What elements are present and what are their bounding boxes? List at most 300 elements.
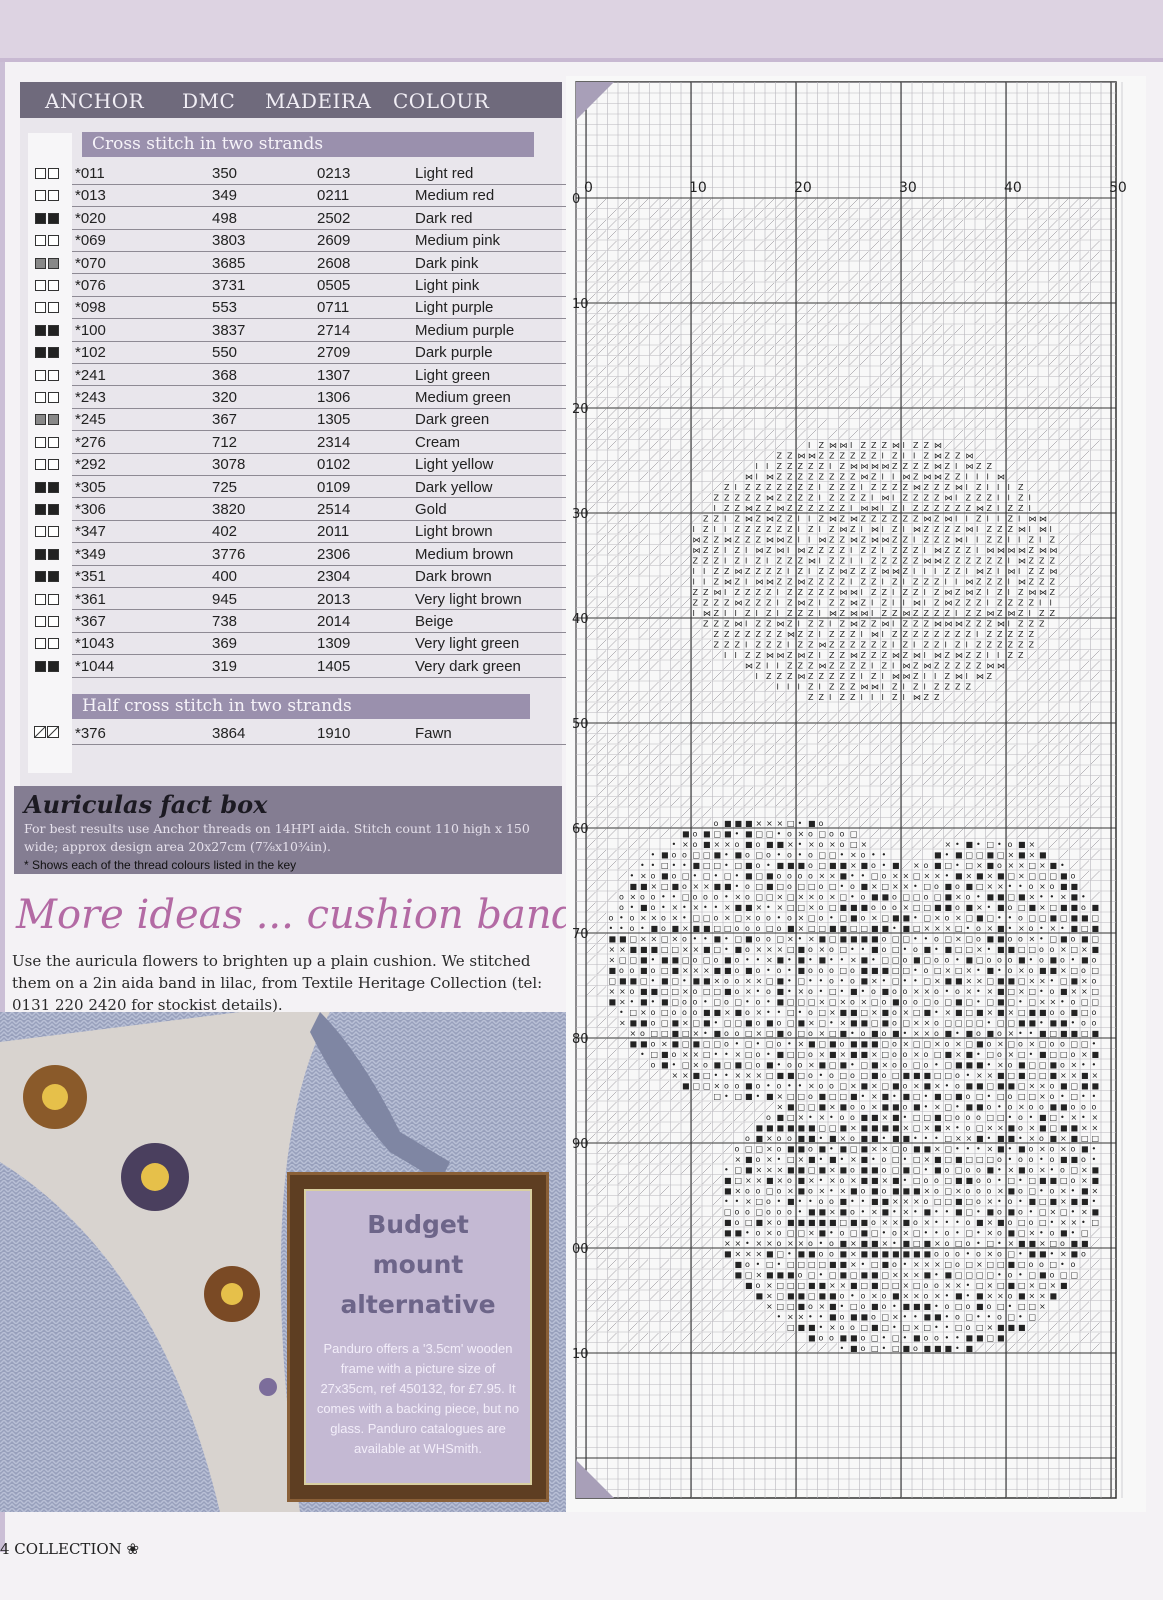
svg-text:×: ×	[819, 1113, 826, 1122]
svg-text:×: ×	[682, 840, 689, 849]
svg-text:Z: Z	[945, 567, 951, 576]
svg-text:■: ■	[892, 1250, 900, 1259]
svg-text:■: ■	[1018, 1166, 1026, 1175]
svg-text:o: o	[787, 830, 792, 839]
cell-dmc: 738	[212, 613, 237, 630]
svg-text:I: I	[724, 588, 726, 597]
svg-text:■: ■	[987, 851, 995, 860]
svg-text:Z: Z	[903, 588, 909, 597]
svg-text:Z: Z	[745, 536, 751, 545]
stitch-symbol-icon	[35, 258, 61, 270]
svg-text:Z: Z	[850, 641, 856, 650]
svg-text:□: □	[1092, 914, 1100, 923]
svg-text:⋈: ⋈	[703, 609, 711, 618]
svg-text:□: □	[787, 1092, 795, 1101]
svg-text:□: □	[630, 1008, 638, 1017]
svg-text:o: o	[934, 1029, 939, 1038]
svg-text:■: ■	[882, 966, 890, 975]
svg-text:Z: Z	[724, 620, 730, 629]
stitch-symbol-icon	[35, 168, 61, 180]
svg-text:•: •	[1039, 924, 1044, 933]
svg-text:×: ×	[777, 945, 784, 954]
svg-text:□: □	[808, 1166, 816, 1175]
section-half-cross: Half cross stitch in two strands	[72, 694, 530, 719]
svg-text:o: o	[966, 1218, 971, 1227]
svg-text:■: ■	[1081, 1145, 1089, 1154]
svg-text:■: ■	[777, 998, 785, 1007]
cell-dmc: 725	[212, 479, 237, 496]
svg-text:×: ×	[766, 1134, 773, 1143]
svg-text:I: I	[745, 620, 747, 629]
cell-colour: Dark green	[415, 411, 489, 428]
svg-text:Z: Z	[955, 599, 961, 608]
svg-text:□: □	[787, 1155, 795, 1164]
svg-text:o: o	[987, 1302, 992, 1311]
svg-text:×: ×	[913, 1029, 920, 1038]
svg-text:■: ■	[661, 872, 669, 881]
svg-text:Z: Z	[745, 599, 751, 608]
svg-text:□: □	[703, 1071, 711, 1080]
svg-text:□: □	[987, 1260, 995, 1269]
svg-text:□: □	[882, 956, 890, 965]
svg-text:o: o	[976, 1029, 981, 1038]
svg-text:■: ■	[766, 840, 774, 849]
svg-text:I: I	[808, 515, 810, 524]
svg-text:o: o	[861, 1029, 866, 1038]
svg-text:■: ■	[1092, 1176, 1100, 1185]
svg-text:o: o	[630, 924, 635, 933]
svg-text:×: ×	[934, 1103, 941, 1112]
svg-text:□: □	[934, 966, 942, 975]
svg-text:Z: Z	[724, 599, 730, 608]
svg-text:×: ×	[1060, 1218, 1067, 1227]
svg-text:■: ■	[1071, 924, 1079, 933]
svg-text:×: ×	[1060, 1071, 1067, 1080]
svg-text:□: □	[840, 1071, 848, 1080]
cell-anchor: *013	[75, 187, 106, 204]
svg-text:I: I	[787, 546, 789, 555]
svg-text:□: □	[1029, 1071, 1037, 1080]
svg-text:•: •	[945, 987, 950, 996]
svg-text:■: ■	[756, 1134, 764, 1143]
svg-text:Z: Z	[798, 662, 804, 671]
svg-text:Z: Z	[819, 546, 825, 555]
svg-text:•: •	[693, 872, 698, 881]
svg-text:o: o	[1008, 935, 1013, 944]
svg-text:o: o	[693, 840, 698, 849]
svg-text:o: o	[756, 924, 761, 933]
page-footer: 4 COLLECTION ❀	[0, 1540, 139, 1558]
svg-text:Z: Z	[892, 515, 898, 524]
svg-text:o: o	[840, 1313, 845, 1322]
svg-text:□: □	[934, 1071, 942, 1080]
svg-text:■: ■	[861, 1019, 869, 1028]
svg-text:■: ■	[955, 998, 963, 1007]
svg-text:■: ■	[850, 1092, 858, 1101]
svg-text:Z: Z	[924, 504, 930, 513]
svg-text:o: o	[871, 1218, 876, 1227]
svg-text:Z: Z	[987, 557, 993, 566]
svg-text:Z: Z	[966, 546, 972, 555]
svg-text:□: □	[966, 851, 974, 860]
stitch-symbol-icon	[35, 392, 61, 404]
svg-text:□: □	[945, 1155, 953, 1164]
svg-text:■: ■	[892, 1124, 900, 1133]
svg-text:□: □	[1050, 1113, 1058, 1122]
svg-text:×: ×	[756, 1029, 763, 1038]
svg-text:•: •	[1092, 1197, 1097, 1206]
svg-text:o: o	[934, 998, 939, 1007]
svg-text:Z: Z	[777, 567, 783, 576]
cell-madeira: 2502	[317, 210, 350, 227]
svg-text:×: ×	[745, 1176, 752, 1185]
svg-text:•: •	[819, 1239, 824, 1248]
svg-text:Z: Z	[756, 494, 762, 503]
svg-text:Z: Z	[913, 494, 919, 503]
svg-text:■: ■	[798, 1124, 806, 1133]
svg-text:■: ■	[1092, 1050, 1100, 1059]
svg-text:⋈: ⋈	[1039, 525, 1047, 534]
svg-text:o: o	[955, 882, 960, 891]
svg-text:□: □	[913, 872, 921, 881]
svg-text:Z: Z	[787, 672, 793, 681]
svg-text:Z: Z	[829, 630, 835, 639]
svg-text:□: □	[682, 872, 690, 881]
svg-text:□: □	[997, 1113, 1005, 1122]
svg-text:Z: Z	[903, 546, 909, 555]
svg-text:■: ■	[1092, 1166, 1100, 1175]
svg-text:I: I	[955, 462, 957, 471]
svg-text:■: ■	[861, 935, 869, 944]
svg-text:□: □	[987, 1155, 995, 1164]
svg-text:Z: Z	[808, 504, 814, 513]
svg-text:■: ■	[1060, 872, 1068, 881]
svg-text:■: ■	[1071, 893, 1079, 902]
svg-text:o: o	[735, 956, 740, 965]
svg-text:o: o	[966, 1113, 971, 1122]
svg-text:o: o	[787, 1134, 792, 1143]
stitch-symbol-icon	[35, 571, 61, 583]
svg-text:⋈: ⋈	[945, 515, 953, 524]
svg-text:•: •	[745, 1229, 750, 1238]
svg-text:■: ■	[966, 956, 974, 965]
svg-text:Z: Z	[745, 494, 751, 503]
svg-text:■: ■	[829, 861, 837, 870]
svg-text:I: I	[861, 672, 863, 681]
svg-text:■: ■	[1092, 1208, 1100, 1217]
svg-text:I: I	[724, 525, 726, 534]
cell-madeira: 2709	[317, 344, 350, 361]
svg-text:⋈: ⋈	[871, 630, 879, 639]
svg-text:□: □	[913, 1124, 921, 1133]
svg-text:■: ■	[819, 956, 827, 965]
svg-text:o: o	[724, 1040, 729, 1049]
svg-text:■: ■	[945, 893, 953, 902]
svg-text:•: •	[987, 1092, 992, 1101]
svg-text:•: •	[766, 1008, 771, 1017]
svg-text:×: ×	[1029, 1082, 1036, 1091]
svg-text:o: o	[630, 966, 635, 975]
svg-text:o: o	[850, 966, 855, 975]
svg-text:■: ■	[1008, 977, 1016, 986]
stitch-symbol-icon	[35, 370, 61, 382]
svg-text:Z: Z	[829, 578, 835, 587]
cell-colour: Very light brown	[415, 591, 522, 608]
svg-text:■: ■	[997, 987, 1005, 996]
svg-text:Z: Z	[756, 620, 762, 629]
svg-text:■: ■	[976, 1103, 984, 1112]
svg-text:×: ×	[987, 1281, 994, 1290]
svg-text:Z: Z	[945, 504, 951, 513]
svg-text:•: •	[924, 1134, 929, 1143]
svg-text:×: ×	[955, 893, 962, 902]
svg-text:o: o	[955, 1082, 960, 1091]
svg-text:■: ■	[630, 1019, 638, 1028]
key-header	[20, 82, 562, 118]
svg-text:□: □	[945, 861, 953, 870]
svg-text:•: •	[892, 1239, 897, 1248]
svg-text:Z: Z	[735, 494, 741, 503]
svg-text:Z: Z	[798, 462, 804, 471]
svg-text:□: □	[808, 914, 816, 923]
svg-text:o: o	[1092, 1008, 1097, 1017]
svg-text:Z: Z	[798, 609, 804, 618]
svg-text:I: I	[1018, 515, 1020, 524]
svg-text:□: □	[1029, 998, 1037, 1007]
svg-text:•: •	[861, 1260, 866, 1269]
svg-text:•: •	[934, 1271, 939, 1280]
svg-text:□: □	[682, 1040, 690, 1049]
svg-text:o: o	[997, 1229, 1002, 1238]
svg-text:⋈: ⋈	[1018, 546, 1026, 555]
svg-text:■: ■	[829, 1050, 837, 1059]
svg-text:•: •	[1039, 1187, 1044, 1196]
svg-text:■: ■	[1071, 882, 1079, 891]
svg-text:Z: Z	[756, 588, 762, 597]
svg-text:□: □	[987, 1239, 995, 1248]
svg-text:o: o	[819, 914, 824, 923]
svg-text:Z: Z	[724, 494, 730, 503]
svg-text:•: •	[1081, 1218, 1086, 1227]
svg-text:×: ×	[1029, 935, 1036, 944]
svg-text:■: ■	[630, 945, 638, 954]
svg-text:•: •	[777, 830, 782, 839]
svg-text:■: ■	[829, 1040, 837, 1049]
svg-text:o: o	[1029, 1260, 1034, 1269]
svg-text:□: □	[945, 1113, 953, 1122]
svg-text:□: □	[966, 1260, 974, 1269]
svg-text:□: □	[976, 1323, 984, 1332]
cell-colour: Medium brown	[415, 546, 513, 563]
svg-text:■: ■	[724, 1250, 732, 1259]
svg-text:o: o	[1071, 1050, 1076, 1059]
svg-text:×: ×	[766, 1155, 773, 1164]
svg-text:I: I	[976, 525, 978, 534]
cell-anchor: *100	[75, 322, 106, 339]
svg-text:o: o	[756, 1050, 761, 1059]
svg-text:o: o	[1060, 1040, 1065, 1049]
svg-text:×: ×	[808, 903, 815, 912]
svg-text:Z: Z	[840, 494, 846, 503]
svg-text:■: ■	[1008, 1260, 1016, 1269]
svg-text:⋈: ⋈	[861, 504, 869, 513]
cell-colour: Medium purple	[415, 322, 514, 339]
svg-text:⋈: ⋈	[693, 546, 701, 555]
cell-colour: Dark pink	[415, 255, 478, 272]
svg-text:×: ×	[808, 1229, 815, 1238]
svg-text:⋈: ⋈	[955, 651, 963, 660]
cell-colour: Cream	[415, 434, 460, 451]
svg-text:Z: Z	[892, 483, 898, 492]
svg-text:■: ■	[798, 1218, 806, 1227]
svg-text:×: ×	[756, 1176, 763, 1185]
svg-text:■: ■	[640, 966, 648, 975]
svg-text:■: ■	[1008, 1281, 1016, 1290]
svg-text:■: ■	[777, 840, 785, 849]
svg-text:Z: Z	[714, 536, 720, 545]
svg-text:Z: Z	[861, 494, 867, 503]
svg-text:×: ×	[976, 945, 983, 954]
svg-text:⋈: ⋈	[829, 441, 837, 450]
svg-text:I: I	[871, 494, 873, 503]
svg-text:■: ■	[640, 956, 648, 965]
svg-text:o: o	[934, 1176, 939, 1185]
svg-text:□: □	[756, 851, 764, 860]
svg-text:I: I	[882, 683, 884, 692]
svg-text:⋈: ⋈	[745, 504, 753, 513]
svg-text:o: o	[682, 882, 687, 891]
svg-text:•: •	[892, 1208, 897, 1217]
svg-text:□: □	[798, 1050, 806, 1059]
svg-text:□: □	[945, 1260, 953, 1269]
svg-text:Z: Z	[882, 641, 888, 650]
svg-text:□: □	[861, 1323, 869, 1332]
svg-text:•: •	[735, 1197, 740, 1206]
svg-text:•: •	[987, 1313, 992, 1322]
svg-text:⋈: ⋈	[882, 462, 890, 471]
svg-text:•: •	[766, 903, 771, 912]
svg-text:■: ■	[714, 966, 722, 975]
stitch-symbol-icon	[35, 213, 61, 225]
svg-text:■: ■	[861, 1155, 869, 1164]
svg-text:×: ×	[651, 914, 658, 923]
svg-text:□: □	[997, 1260, 1005, 1269]
svg-text:■: ■	[871, 1061, 879, 1070]
svg-text:■: ■	[798, 966, 806, 975]
svg-text:×: ×	[766, 819, 773, 828]
svg-text:■: ■	[850, 1281, 858, 1290]
svg-text:⋈: ⋈	[777, 504, 785, 513]
svg-text:⋈: ⋈	[882, 567, 890, 576]
svg-text:o: o	[945, 1250, 950, 1259]
svg-text:□: □	[924, 903, 932, 912]
svg-text:o: o	[808, 1071, 813, 1080]
svg-text:•: •	[955, 861, 960, 870]
svg-text:×: ×	[682, 987, 689, 996]
svg-text:I: I	[829, 620, 831, 629]
svg-text:×: ×	[871, 1103, 878, 1112]
budget-text: Panduro offers a '3.5cm' wooden frame with a picture size of 27x35cm, ref 450132, for £7.95. It comes with a backing piece, but no glass. Panduro catalogues are available at WHSmith.	[316, 1339, 520, 1459]
svg-text:×: ×	[808, 935, 815, 944]
svg-text:■: ■	[913, 1071, 921, 1080]
svg-text:Z: Z	[819, 693, 825, 702]
svg-text:Z: Z	[840, 536, 846, 545]
svg-text:■: ■	[787, 1218, 795, 1227]
svg-text:×: ×	[976, 1071, 983, 1080]
svg-text:×: ×	[819, 998, 826, 1007]
svg-text:□: □	[1029, 914, 1037, 923]
svg-text:×: ×	[808, 1176, 815, 1185]
svg-text:⋈: ⋈	[1039, 515, 1047, 524]
cell-anchor: *102	[75, 344, 106, 361]
svg-text:•: •	[808, 956, 813, 965]
svg-text:×: ×	[745, 977, 752, 986]
svg-text:•: •	[840, 1155, 845, 1164]
svg-text:o: o	[766, 987, 771, 996]
svg-text:Z: Z	[766, 546, 772, 555]
svg-text:o: o	[997, 1155, 1002, 1164]
svg-text:Z: Z	[850, 630, 856, 639]
svg-text:o: o	[1071, 1145, 1076, 1154]
svg-text:■: ■	[787, 861, 795, 870]
svg-text:■: ■	[924, 1208, 932, 1217]
svg-text:Z: Z	[913, 630, 919, 639]
svg-text:o: o	[924, 893, 929, 902]
svg-text:■: ■	[850, 987, 858, 996]
svg-text:×: ×	[756, 1071, 763, 1080]
svg-text:Z: Z	[840, 599, 846, 608]
svg-text:■: ■	[745, 1019, 753, 1028]
cell-madeira: 1309	[317, 635, 350, 652]
svg-text:×: ×	[745, 1250, 752, 1259]
svg-text:•: •	[1092, 1145, 1097, 1154]
svg-text:Z: Z	[861, 620, 867, 629]
cell-anchor: *011	[75, 165, 105, 182]
svg-text:o: o	[976, 1113, 981, 1122]
svg-text:Z: Z	[987, 462, 993, 471]
chart-side-label: 80	[572, 1032, 589, 1047]
svg-text:I: I	[861, 693, 863, 702]
svg-text:⋈: ⋈	[903, 662, 911, 671]
svg-text:I: I	[1050, 525, 1052, 534]
svg-text:Z: Z	[1008, 525, 1014, 534]
svg-text:Z: Z	[819, 672, 825, 681]
svg-text:×: ×	[766, 1229, 773, 1238]
svg-text:×: ×	[1092, 1187, 1099, 1196]
svg-text:Z: Z	[724, 504, 730, 513]
svg-text:Z: Z	[861, 599, 867, 608]
svg-text:Z: Z	[840, 641, 846, 650]
svg-text:•: •	[714, 1019, 719, 1028]
svg-text:□: □	[787, 1260, 795, 1269]
svg-text:□: □	[672, 945, 680, 954]
svg-text:■: ■	[997, 1071, 1005, 1080]
svg-text:■: ■	[640, 882, 648, 891]
svg-text:□: □	[1071, 1040, 1079, 1049]
svg-text:Z: Z	[714, 494, 720, 503]
svg-text:o: o	[840, 1040, 845, 1049]
svg-text:□: □	[1029, 1061, 1037, 1070]
svg-text:■: ■	[966, 840, 974, 849]
svg-text:■: ■	[808, 1155, 816, 1164]
svg-text:×: ×	[945, 924, 952, 933]
svg-text:□: □	[1018, 1092, 1026, 1101]
svg-text:■: ■	[745, 819, 753, 828]
svg-text:o: o	[808, 1029, 813, 1038]
svg-text:□: □	[903, 1323, 911, 1332]
svg-text:I: I	[1008, 494, 1010, 503]
svg-text:□: □	[955, 966, 963, 975]
